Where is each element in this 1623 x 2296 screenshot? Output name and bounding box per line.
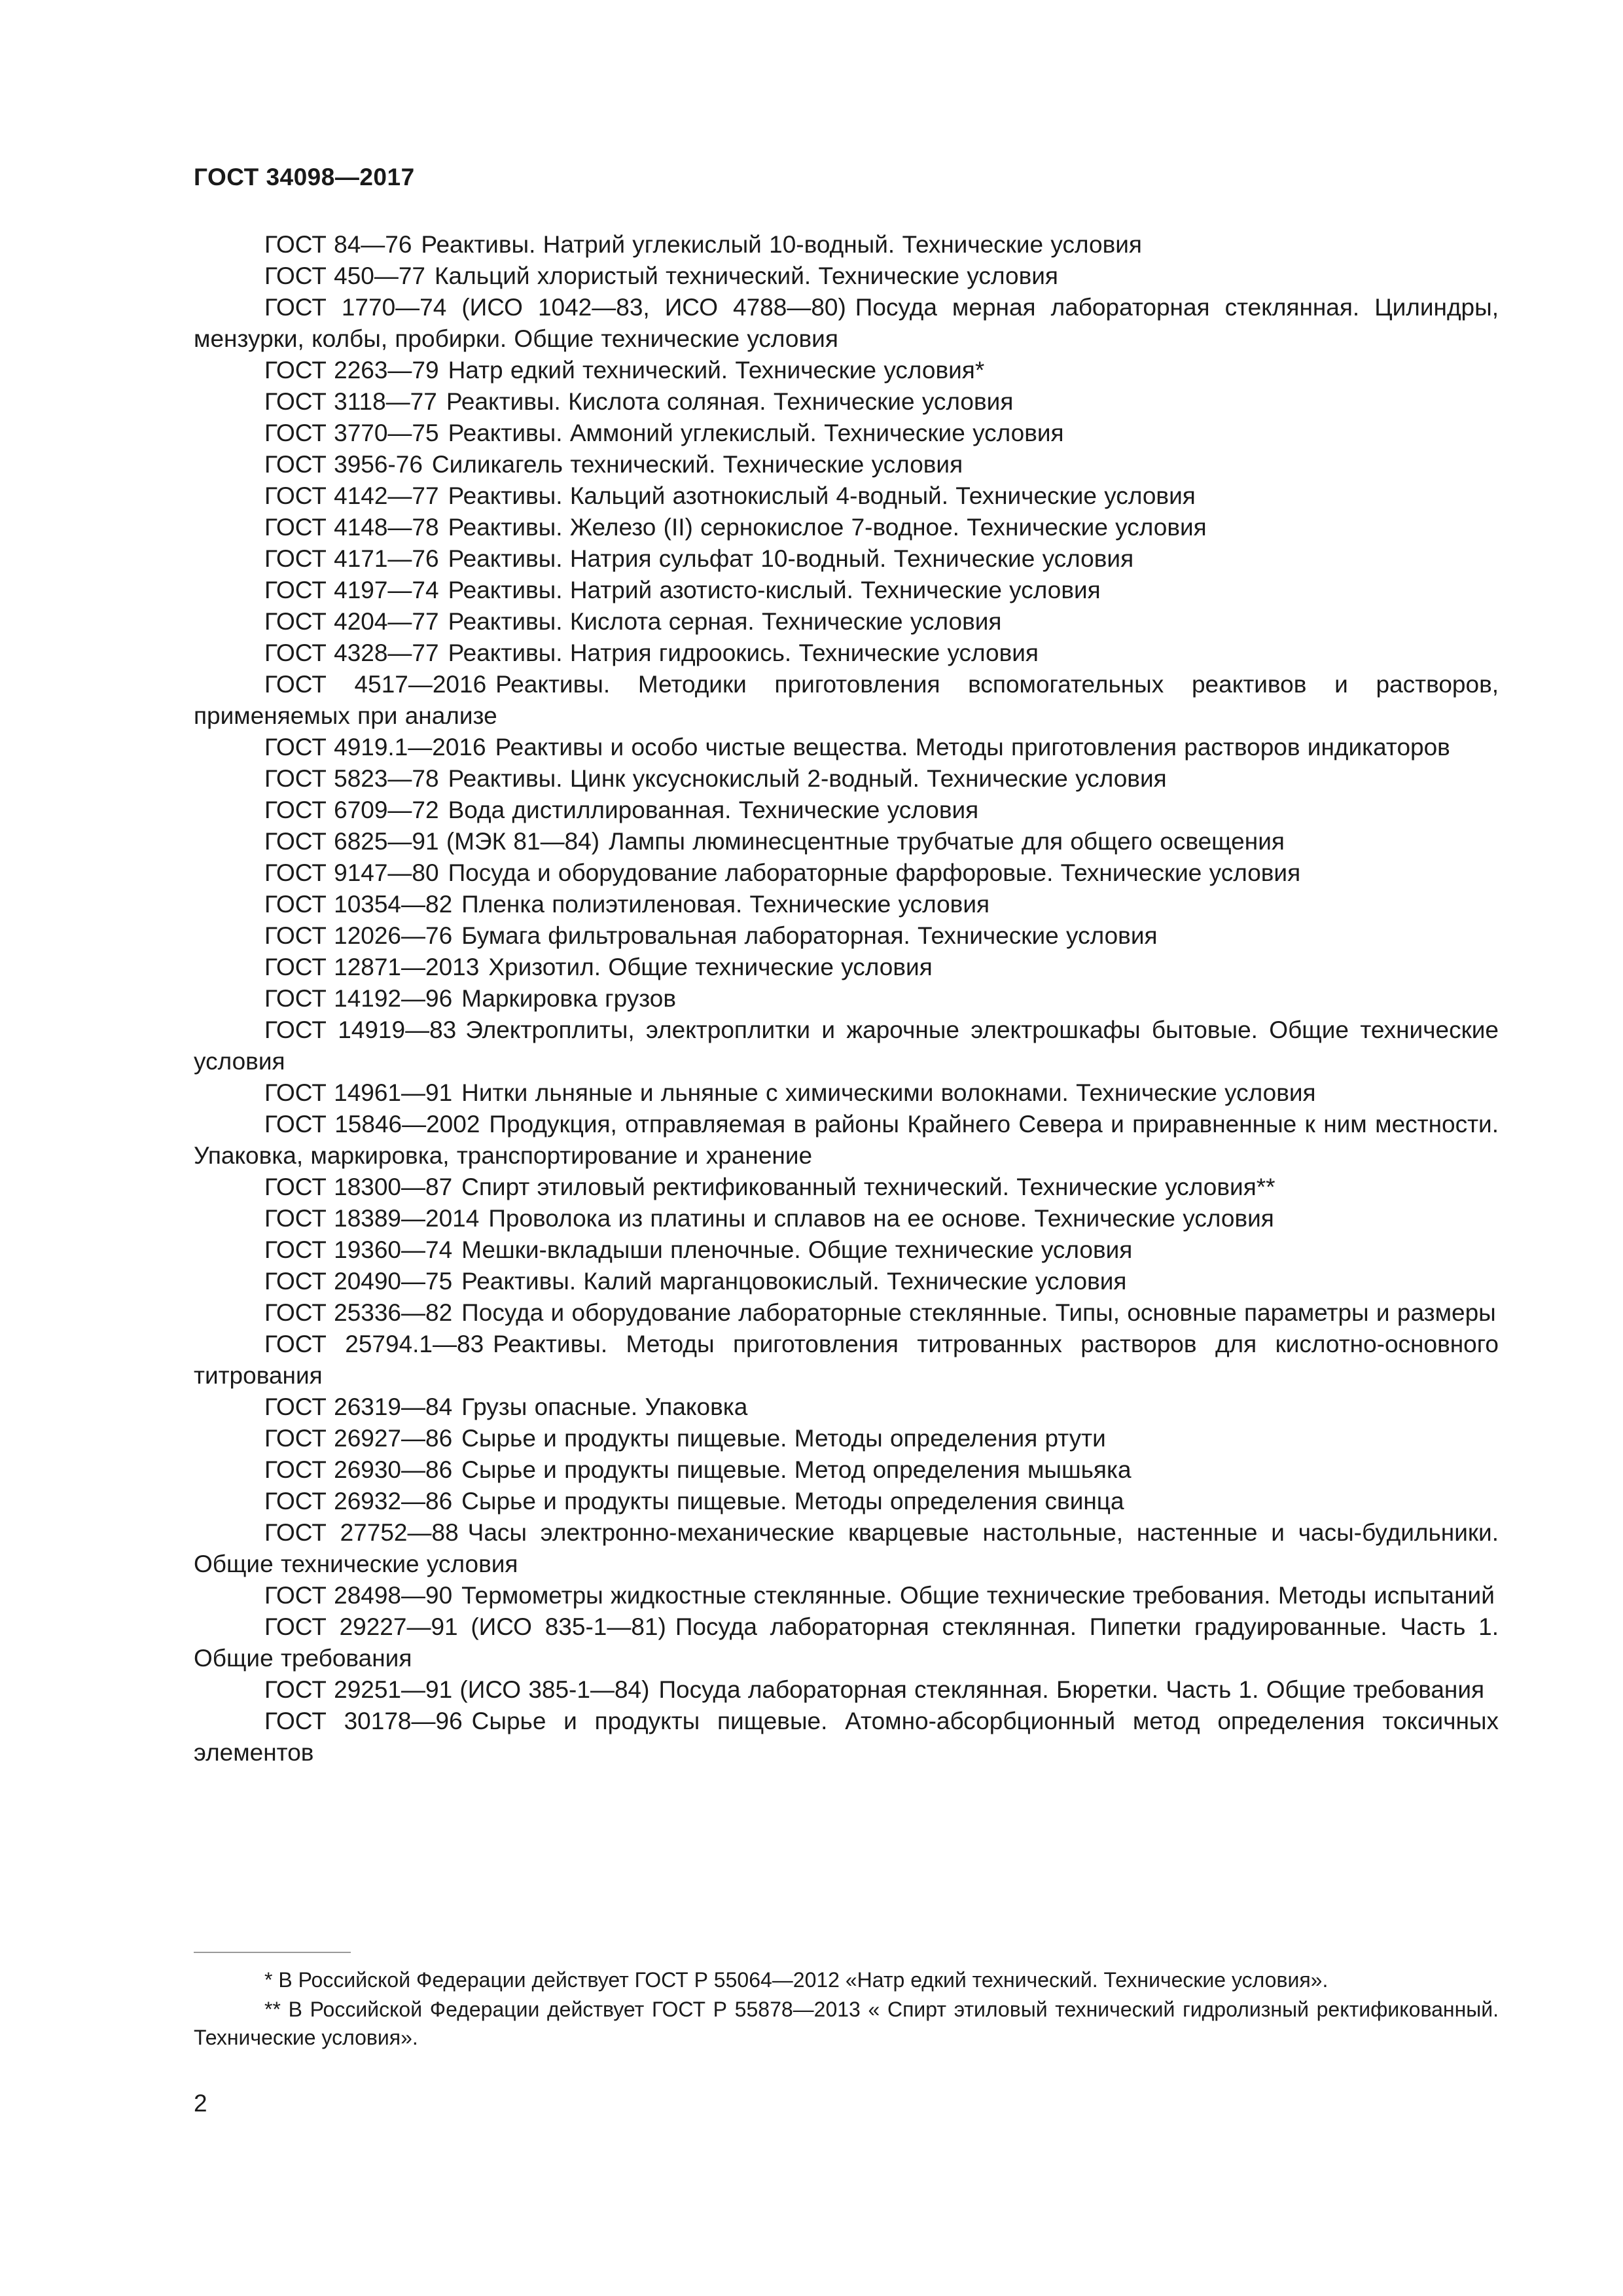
reference-code: ГОСТ 14919—83: [264, 1016, 457, 1043]
reference-code: ГОСТ 15846—2002: [264, 1111, 480, 1138]
reference-title: Часы электронно-механические кварцевые настольные, настенные и часы-будильники. Общие технические условия: [194, 1519, 1499, 1577]
reference-title: Реактивы. Натрия сульфат 10-водный. Технические условия: [448, 545, 1134, 572]
reference-item: [194, 1391, 1499, 1423]
reference-title: Продукция, отправляемая в районы Крайнего Севера и приравненные к ним местности. Упаковка, маркировка, транспортирование и хранение: [194, 1111, 1499, 1169]
reference-code: ГОСТ 26319—84: [264, 1393, 453, 1420]
reference-code: ГОСТ 29227—91 (ИСО 835-1—81): [264, 1613, 666, 1640]
reference-item: [194, 386, 1499, 418]
reference-code: ГОСТ 9147—80: [264, 859, 439, 886]
reference-title: Нитки льняные и льняные с химическими волокнами. Технические условия: [461, 1079, 1316, 1106]
reference-title: Натр едкий технический. Технические условия*: [448, 357, 985, 384]
reference-title: Посуда и оборудование лабораторные фарфоровые. Технические условия: [448, 859, 1301, 886]
reference-code: ГОСТ 84—76: [264, 231, 412, 258]
reference-title: Реактивы. Кальций азотнокислый 4-водный. Технические условия: [448, 482, 1196, 509]
document-header: ГОСТ 34098—2017: [194, 164, 415, 190]
reference-code: ГОСТ 20490—75: [264, 1268, 453, 1295]
reference-item: [194, 920, 1499, 952]
normative-references-list: [194, 229, 1499, 1768]
reference-title: Реактивы. Кислота серная. Технические условия: [448, 608, 1002, 635]
reference-code: ГОСТ 4197—74: [264, 577, 439, 603]
reference-title: Реактивы. Цинк уксуснокислый 2-водный. Технические условия: [448, 765, 1167, 792]
reference-title: Реактивы. Методики приготовления вспомогательных реактивов и растворов, применяемых при анализе: [194, 671, 1499, 729]
reference-title: Реактивы. Натрия гидроокись. Технические условия: [448, 639, 1039, 666]
footnote-divider: [194, 1952, 351, 1953]
reference-title: Реактивы и особо чистые вещества. Методы приготовления растворов индикаторов: [495, 734, 1450, 761]
reference-title: Посуда и оборудование лабораторные стеклянные. Типы, основные параметры и размеры: [461, 1299, 1496, 1326]
reference-title: Термометры жидкостные стеклянные. Общие технические требования. Методы испытаний: [461, 1582, 1495, 1609]
reference-code: ГОСТ 27752—88: [264, 1519, 459, 1546]
reference-title: Сырье и продукты пищевые. Методы определения ртути: [461, 1425, 1106, 1452]
reference-item: [194, 418, 1499, 449]
reference-item: [194, 512, 1499, 543]
footnote-item: * В Российской Федерации действует ГОСТ Р 55064—2012 «Натр едкий технический. Технические условия».: [264, 1968, 1329, 1992]
reference-title: Силикагель технический. Технические условия: [431, 451, 963, 478]
reference-code: ГОСТ 3770—75: [264, 420, 439, 446]
reference-title: Сырье и продукты пищевые. Метод определения мышьяка: [461, 1456, 1132, 1483]
reference-item: [194, 1580, 1499, 1611]
reference-title: Реактивы. Железо (II) сернокислое 7-водное. Технические условия: [448, 514, 1207, 541]
reference-code: ГОСТ 28498—90: [264, 1582, 453, 1609]
reference-item: [194, 857, 1499, 889]
reference-code: ГОСТ 18300—87: [264, 1174, 453, 1200]
reference-item: [194, 1297, 1499, 1329]
reference-code: ГОСТ 10354—82: [264, 891, 453, 918]
reference-item: [194, 1203, 1499, 1234]
reference-title: Реактивы. Калий марганцовокислый. Технические условия: [461, 1268, 1127, 1295]
reference-code: ГОСТ 3956-76: [264, 451, 423, 478]
reference-item: [194, 1014, 1499, 1077]
reference-title: Маркировка грузов: [461, 985, 677, 1012]
reference-item: [194, 480, 1499, 512]
reference-title: Пленка полиэтиленовая. Технические условия: [461, 891, 990, 918]
reference-code: ГОСТ 4204—77: [264, 608, 439, 635]
reference-title: Вода дистиллированная. Технические условия: [448, 797, 979, 823]
reference-title: Хризотил. Общие технические условия: [488, 954, 933, 980]
reference-item: [194, 292, 1499, 355]
reference-item: [194, 1454, 1499, 1486]
reference-item: [194, 1109, 1499, 1172]
reference-title: Сырье и продукты пищевые. Атомно-абсорбционный метод определения токсичных элементов: [194, 1708, 1499, 1766]
footnote-item: ** В Российской Федерации действует ГОСТ Р 55878—2013 « Спирт этиловый технический гидролизный ректификованный. Технические условия».: [194, 1998, 1499, 2049]
reference-title: Бумага фильтровальная лабораторная. Технические условия: [461, 922, 1158, 949]
reference-title: Реактивы. Методы приготовления титрованных растворов для кислотно-основного титрования: [194, 1331, 1499, 1389]
reference-code: ГОСТ 26930—86: [264, 1456, 453, 1483]
reference-code: ГОСТ 30178—96: [264, 1708, 463, 1734]
reference-code: ГОСТ 29251—91 (ИСО 385-1—84): [264, 1676, 650, 1703]
reference-item: [194, 1077, 1499, 1109]
reference-title: Спирт этиловый ректификованный технический. Технические условия**: [461, 1174, 1275, 1200]
reference-item: [194, 1329, 1499, 1391]
reference-code: ГОСТ 14961—91: [264, 1079, 453, 1106]
reference-item: [194, 1172, 1499, 1203]
reference-item: [194, 1611, 1499, 1674]
reference-code: ГОСТ 12871—2013: [264, 954, 480, 980]
reference-item: [194, 543, 1499, 575]
reference-item: [194, 229, 1499, 260]
reference-item: [194, 1423, 1499, 1454]
reference-item: [194, 606, 1499, 637]
reference-code: ГОСТ 6709—72: [264, 797, 439, 823]
reference-code: ГОСТ 4142—77: [264, 482, 439, 509]
reference-code: ГОСТ 6825—91 (МЭК 81—84): [264, 828, 600, 855]
reference-title: Реактивы. Аммоний углекислый. Технические условия: [448, 420, 1064, 446]
reference-title: Лампы люминесцентные трубчатые для общего освещения: [609, 828, 1285, 855]
reference-title: Сырье и продукты пищевые. Методы определения свинца: [461, 1488, 1124, 1515]
reference-code: ГОСТ 3118—77: [264, 388, 437, 415]
reference-code: ГОСТ 5823—78: [264, 765, 439, 792]
reference-code: ГОСТ 19360—74: [264, 1236, 453, 1263]
reference-title: Проволока из платины и сплавов на ее основе. Технические условия: [488, 1205, 1274, 1232]
reference-item: [194, 1706, 1499, 1768]
reference-code: ГОСТ 25336—82: [264, 1299, 453, 1326]
reference-title: Посуда мерная лабораторная стеклянная. Цилиндры, мензурки, колбы, пробирки. Общие технические условия: [194, 294, 1499, 352]
reference-item: [194, 1234, 1499, 1266]
reference-title: Электроплиты, электроплитки и жарочные электрошкафы бытовые. Общие технические условия: [194, 1016, 1499, 1075]
reference-item: [194, 669, 1499, 732]
reference-item: [194, 449, 1499, 480]
reference-code: ГОСТ 4517—2016: [264, 671, 487, 698]
reference-code: ГОСТ 26927—86: [264, 1425, 453, 1452]
reference-item: [194, 732, 1499, 763]
reference-item: [194, 1266, 1499, 1297]
reference-code: ГОСТ 450—77: [264, 262, 425, 289]
footnotes: [194, 1966, 1499, 2053]
reference-item: [194, 260, 1499, 292]
reference-item: [194, 983, 1499, 1014]
reference-item: [194, 795, 1499, 826]
reference-code: ГОСТ 25794.1—83: [264, 1331, 484, 1357]
reference-item: [194, 952, 1499, 983]
reference-code: ГОСТ 26932—86: [264, 1488, 453, 1515]
reference-code: ГОСТ 14192—96: [264, 985, 453, 1012]
reference-title: Мешки-вкладыши пленочные. Общие технические условия: [461, 1236, 1133, 1263]
reference-title: Посуда лабораторная стеклянная. Бюретки. Часть 1. Общие требования: [658, 1676, 1485, 1703]
reference-item: [194, 826, 1499, 857]
reference-item: [194, 637, 1499, 669]
reference-code: ГОСТ 1770—74 (ИСО 1042—83, ИСО 4788—80): [264, 294, 846, 321]
reference-title: Реактивы. Кислота соляная. Технические условия: [446, 388, 1014, 415]
reference-item: [194, 1674, 1499, 1706]
reference-title: Посуда лабораторная стеклянная. Пипетки градуированные. Часть 1. Общие требования: [194, 1613, 1499, 1672]
reference-title: Реактивы. Натрий азотисто-кислый. Технические условия: [448, 577, 1101, 603]
reference-code: ГОСТ 18389—2014: [264, 1205, 480, 1232]
reference-code: ГОСТ 4148—78: [264, 514, 439, 541]
reference-item: [194, 889, 1499, 920]
reference-code: ГОСТ 4328—77: [264, 639, 439, 666]
page-number: 2: [194, 2090, 207, 2117]
reference-item: [194, 1517, 1499, 1580]
reference-item: [194, 575, 1499, 606]
reference-title: Кальций хлористый технический. Технические условия: [435, 262, 1058, 289]
reference-title: Реактивы. Натрий углекислый 10-водный. Технические условия: [421, 231, 1142, 258]
reference-code: ГОСТ 4919.1—2016: [264, 734, 486, 761]
reference-item: [194, 763, 1499, 795]
reference-code: ГОСТ 2263—79: [264, 357, 439, 384]
reference-code: ГОСТ 12026—76: [264, 922, 453, 949]
reference-item: [194, 1486, 1499, 1517]
reference-title: Грузы опасные. Упаковка: [461, 1393, 748, 1420]
reference-code: ГОСТ 4171—76: [264, 545, 439, 572]
reference-item: [194, 355, 1499, 386]
